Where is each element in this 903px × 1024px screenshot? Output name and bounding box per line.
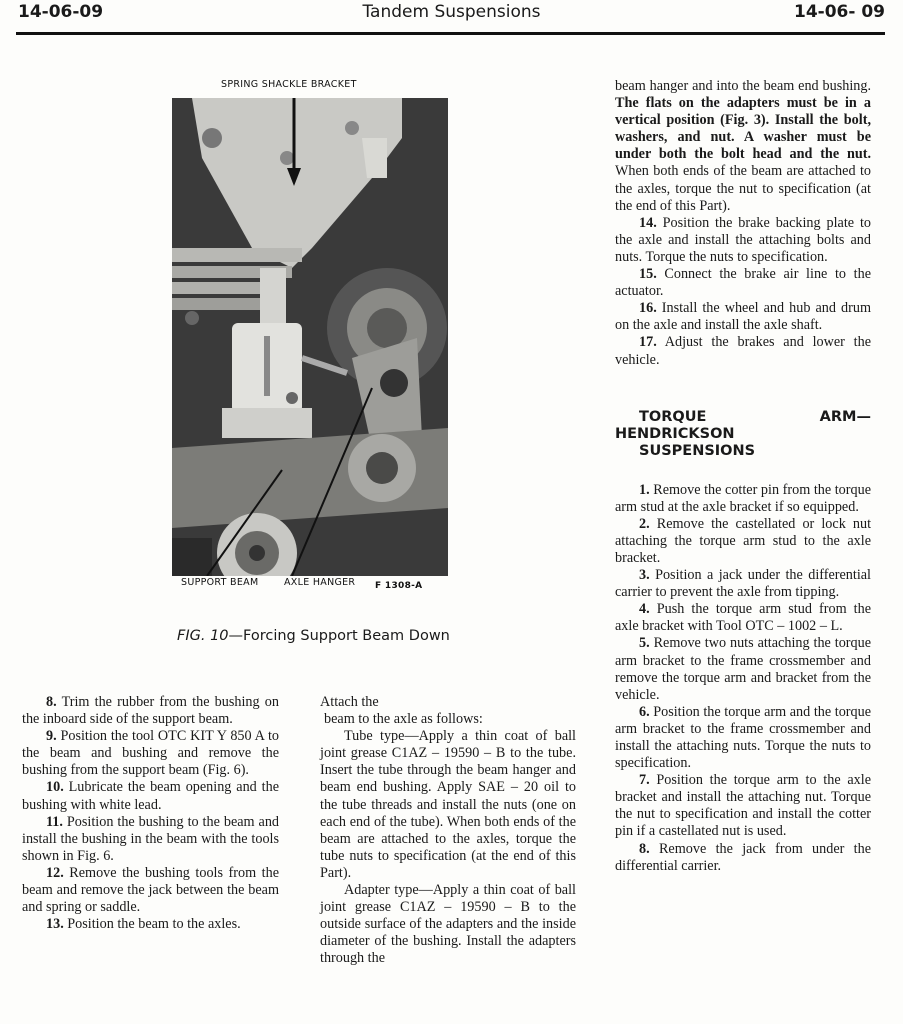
torque-step-1: 1. Remove the cotter pin from the torque arm stud at the axle bracket if so equipped. — [615, 481, 871, 515]
text-column-right — [615, 78, 871, 875]
section-heading-line-2: SUSPENSIONS — [639, 442, 756, 459]
torque-step-3: 3. Position a jack under the differential carrier to prevent the axle from tipping. — [615, 567, 872, 601]
figure-photo — [172, 98, 448, 576]
tube-type-paragraph: Tube type—Apply a thin coat of ball joint grease C1AZ – 19590 – B to the tube. Insert the tube through the beam hanger and beam end bushing. Apply SAE – 20 oil to the tube threads and install the nuts (one on each end of the tube). When both ends of the beam are attached to the axles, torque the tube nuts to specification (at the end of this Part). — [320, 728, 576, 881]
page-number-right: 14-06- 09 — [793, 2, 885, 22]
torque-step-5: 5. Remove two nuts attaching the torque arm bracket to the frame crossmember and remove the torque arm and bracket from the vehicle. — [615, 635, 872, 703]
text-column-middle — [320, 694, 576, 968]
attach-line-1: Attach the — [320, 694, 379, 710]
figure-label-axle-hanger: AXLE HANGER — [284, 577, 356, 588]
figure-label-support-beam: SUPPORT BEAM — [181, 577, 259, 588]
figure-code: F 1308-A — [375, 581, 423, 591]
torque-step-4: 4. Push the torque arm stud from the axle bracket with Tool OTC – 1002 – L. — [615, 601, 872, 635]
torque-step-8: 8. Remove the jack from under the differential carrier. — [615, 840, 872, 874]
step-10: 10. Lubricate the beam opening and the bushing with white lead. — [22, 779, 279, 813]
page-number-left: 14-06-09 — [18, 2, 104, 22]
step-16: 16. Install the wheel and hub and drum on the axle and install the axle shaft. — [615, 300, 871, 334]
step-15: 15. Connect the brake air line to the actuator. — [615, 266, 871, 300]
header-rule — [16, 32, 885, 35]
figure-caption — [177, 627, 467, 645]
torque-step-2: 2. Remove the castellated or lock nut attaching the torque arm stud to the axle bracket. — [615, 515, 872, 566]
attach-line-2: beam to the axle as follows: — [324, 711, 483, 728]
step-13: 13. Position the beam to the axles. — [46, 916, 241, 933]
step-12: 12. Remove the bushing tools from the beam and remove the jack between the beam and spring or saddle. — [22, 864, 279, 916]
step-14: 14. Position the brake backing plate to the axle and install the attaching bolts and nuts. Torque the nuts to specification. — [615, 214, 872, 265]
figure-caption-text: —Forcing Support Beam Down — [228, 628, 450, 644]
section-heading-line-1: TORQUE ARM—HENDRICKSON — [615, 408, 871, 442]
adapter-type-paragraph: Adapter type—Apply a thin coat of ball joint grease C1AZ – 19590 – B to the outside surface of the adapters and the inside diameter of the bushing. Install the adapters through the — [320, 882, 576, 967]
step-9: 9. Position the tool OTC KIT Y 850 A to the beam and bushing and remove the bushing from the support beam (Fig. 6). — [22, 728, 280, 779]
torque-step-7: 7. Position the torque arm to the axle bracket and install the attaching nut. Torque the nut to specification and install the cotter pin if a castellated nut is used. — [615, 772, 872, 840]
torque-step-6: 6. Position the torque arm and the torque arm bracket to the frame crossmember and install the attaching nuts. Torque the nuts to specification. — [615, 703, 871, 772]
step-11: 11. Position the bushing to the beam and install the bushing in the beam with the tools shown in Fig. 6. — [22, 813, 280, 864]
running-title: Tandem Suspensions — [362, 2, 541, 22]
text-column-left — [22, 694, 279, 933]
step-8: 8. Trim the rubber from the bushing on the inboard side of the support beam. — [22, 694, 279, 728]
step-17: 17. Adjust the brakes and lower the vehicle. — [615, 334, 872, 368]
figure-caption-number: FIG. 10 — [177, 628, 229, 644]
figure-label-spring-shackle-bracket: SPRING SHACKLE BRACKET — [221, 79, 357, 90]
continued-paragraph: beam hanger and into the beam end bushing. The flats on the adapters must be in a vertical position (Fig. 3). Install the bolt, washers, and nut. A washer must be under both the bolt head and the nut. When both ends of the beam are attached to the axles, torque the nut to specification (at the end of this Part). — [615, 78, 871, 214]
